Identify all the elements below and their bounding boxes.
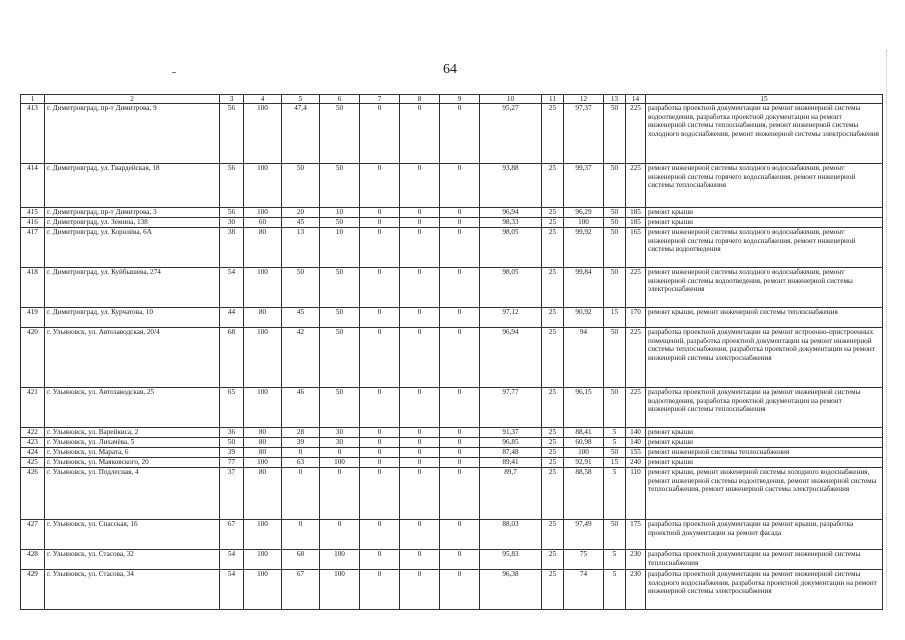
value-cell-col-9: 0 — [440, 218, 480, 228]
value-cell-col-6: 50 — [320, 388, 360, 428]
value-cell-col-11: 25 — [542, 268, 564, 308]
table-row — [21, 550, 883, 570]
row-number-cell: 420 — [21, 328, 45, 388]
value-cell-col-11: 25 — [542, 328, 564, 388]
value-cell-col-10: 89,7 — [480, 468, 542, 520]
value-cell-col-4: 100 — [244, 104, 282, 164]
value-cell-col-4: 100 — [244, 208, 282, 218]
value-cell-col-13: 5 — [604, 570, 626, 610]
address-cell: г. Ульяновск, ул. Маяковского, 20 — [45, 458, 220, 468]
value-cell-col-5: 20 — [282, 208, 320, 218]
col-header-7: 7 — [360, 95, 400, 104]
value-cell-col-4: 80 — [244, 228, 282, 268]
value-cell-col-3: 44 — [220, 308, 244, 328]
value-cell-col-9: 0 — [440, 448, 480, 458]
value-cell-col-6: 50 — [320, 308, 360, 328]
col-header-2: 2 — [45, 95, 220, 104]
value-cell-col-11: 25 — [542, 164, 564, 208]
value-cell-col-13: 15 — [604, 458, 626, 468]
value-cell-col-3: 68 — [220, 328, 244, 388]
header-row — [21, 95, 883, 104]
value-cell-col-3: 30 — [220, 218, 244, 228]
value-cell-col-10: 95,83 — [480, 550, 542, 570]
value-cell-col-9: 0 — [440, 388, 480, 428]
value-cell-col-10: 98,05 — [480, 228, 542, 268]
row-number-cell: 418 — [21, 268, 45, 308]
address-cell: г. Димитровград, ул. Гвардейская, 18 — [45, 164, 220, 208]
value-cell-col-14: 230 — [626, 570, 646, 610]
value-cell-col-7: 0 — [360, 570, 400, 610]
table-body — [21, 104, 883, 610]
works-description-cell: ремонт крыши, ремонт инженерной системы холодного водоснабжения, ремонт инженерной системы водоотведения, ремонт инженерной системы теплоснабжения, ремонт инженерной системы электроснабжения — [646, 468, 883, 520]
value-cell-col-14: 225 — [626, 388, 646, 428]
address-cell: г. Димитровград, ул. Куйбышева, 274 — [45, 268, 220, 308]
value-cell-col-7: 0 — [360, 468, 400, 520]
value-cell-col-14: 165 — [626, 228, 646, 268]
value-cell-col-11: 25 — [542, 308, 564, 328]
value-cell-col-5: 28 — [282, 428, 320, 438]
value-cell-col-14: 155 — [626, 448, 646, 458]
col-header-1: 1 — [21, 95, 45, 104]
value-cell-col-4: 80 — [244, 448, 282, 458]
value-cell-col-12: 99,84 — [564, 268, 604, 308]
value-cell-col-12: 88,58 — [564, 468, 604, 520]
row-number-cell: 417 — [21, 228, 45, 268]
table-row — [21, 218, 883, 228]
value-cell-col-5: 46 — [282, 388, 320, 428]
row-number-cell: 414 — [21, 164, 45, 208]
row-number-cell: 415 — [21, 208, 45, 218]
value-cell-col-13: 50 — [604, 104, 626, 164]
value-cell-col-4: 100 — [244, 164, 282, 208]
address-cell: г. Ульяновск, ул. Марата, 6 — [45, 448, 220, 458]
table-row — [21, 428, 883, 438]
value-cell-col-6: 100 — [320, 570, 360, 610]
row-number-cell: 429 — [21, 570, 45, 610]
value-cell-col-10: 96,94 — [480, 208, 542, 218]
value-cell-col-5: 42 — [282, 328, 320, 388]
value-cell-col-4: 80 — [244, 438, 282, 448]
value-cell-col-9: 0 — [440, 570, 480, 610]
address-cell: г. Ульяновск, ул. Варейкиса, 2 — [45, 428, 220, 438]
row-number-cell: 427 — [21, 520, 45, 550]
value-cell-col-10: 89,41 — [480, 458, 542, 468]
value-cell-col-14: 225 — [626, 164, 646, 208]
value-cell-col-7: 0 — [360, 458, 400, 468]
value-cell-col-7: 0 — [360, 268, 400, 308]
value-cell-col-6: 50 — [320, 328, 360, 388]
col-header-9: 9 — [440, 95, 480, 104]
value-cell-col-14: 225 — [626, 328, 646, 388]
works-description-cell: ремонт инженерной системы холодного водоснабжения, ремонт инженерной системы водоотведения, ремонт инженерной системы электроснабжения — [646, 268, 883, 308]
value-cell-col-14: 175 — [626, 520, 646, 550]
value-cell-col-7: 0 — [360, 104, 400, 164]
value-cell-col-4: 100 — [244, 550, 282, 570]
value-cell-col-6: 10 — [320, 208, 360, 218]
value-cell-col-11: 25 — [542, 388, 564, 428]
value-cell-col-9: 0 — [440, 550, 480, 570]
value-cell-col-7: 0 — [360, 448, 400, 458]
value-cell-col-13: 5 — [604, 428, 626, 438]
value-cell-col-8: 0 — [400, 104, 440, 164]
value-cell-col-11: 25 — [542, 468, 564, 520]
col-header-5: 5 — [282, 95, 320, 104]
value-cell-col-9: 0 — [440, 428, 480, 438]
address-cell: г. Димитровград, ул. Королёва, 6А — [45, 228, 220, 268]
value-cell-col-3: 39 — [220, 448, 244, 458]
value-cell-col-10: 96,94 — [480, 328, 542, 388]
value-cell-col-10: 97,77 — [480, 388, 542, 428]
value-cell-col-12: 94 — [564, 328, 604, 388]
value-cell-col-8: 0 — [400, 458, 440, 468]
value-cell-col-4: 100 — [244, 458, 282, 468]
value-cell-col-5: 47,4 — [282, 104, 320, 164]
value-cell-col-8: 0 — [400, 218, 440, 228]
value-cell-col-6: 50 — [320, 268, 360, 308]
value-cell-col-11: 25 — [542, 520, 564, 550]
value-cell-col-6: 100 — [320, 550, 360, 570]
value-cell-col-12: 97,37 — [564, 104, 604, 164]
value-cell-col-6: 50 — [320, 164, 360, 208]
value-cell-col-13: 50 — [604, 448, 626, 458]
row-number-cell: 419 — [21, 308, 45, 328]
value-cell-col-6: 10 — [320, 228, 360, 268]
value-cell-col-13: 5 — [604, 438, 626, 448]
value-cell-col-6: 30 — [320, 438, 360, 448]
value-cell-col-13: 50 — [604, 208, 626, 218]
value-cell-col-14: 185 — [626, 208, 646, 218]
value-cell-col-4: 80 — [244, 308, 282, 328]
works-description-cell: ремонт крыши — [646, 438, 883, 448]
works-description-cell: ремонт крыши — [646, 428, 883, 438]
value-cell-col-7: 0 — [360, 164, 400, 208]
works-description-cell: ремонт крыши, ремонт инженерной системы теплоснабжения — [646, 308, 883, 328]
value-cell-col-13: 50 — [604, 164, 626, 208]
works-description-cell: разработка проектной документации на ремонт инженерной системы теплоснабжения — [646, 550, 883, 570]
value-cell-col-11: 25 — [542, 104, 564, 164]
value-cell-col-8: 0 — [400, 550, 440, 570]
value-cell-col-6: 100 — [320, 458, 360, 468]
value-cell-col-8: 0 — [400, 520, 440, 550]
value-cell-col-3: 54 — [220, 570, 244, 610]
value-cell-col-4: 60 — [244, 218, 282, 228]
value-cell-col-3: 36 — [220, 428, 244, 438]
table-row — [21, 268, 883, 308]
value-cell-col-8: 0 — [400, 448, 440, 458]
table-row — [21, 208, 883, 218]
value-cell-col-6: 0 — [320, 448, 360, 458]
value-cell-col-3: 56 — [220, 164, 244, 208]
table-row — [21, 520, 883, 550]
value-cell-col-14: 170 — [626, 308, 646, 328]
address-cell: г. Ульяновск, ул. Стасова, 34 — [45, 570, 220, 610]
value-cell-col-4: 80 — [244, 468, 282, 520]
value-cell-col-11: 25 — [542, 458, 564, 468]
works-description-cell: ремонт инженерной системы теплоснабжения — [646, 448, 883, 458]
value-cell-col-12: 75 — [564, 550, 604, 570]
value-cell-col-14: 110 — [626, 468, 646, 520]
page-number: 64 — [443, 62, 457, 77]
value-cell-col-7: 0 — [360, 228, 400, 268]
address-cell: г. Димитровград, пр-т Димитрова, 3 — [45, 208, 220, 218]
value-cell-col-14: 240 — [626, 458, 646, 468]
value-cell-col-9: 0 — [440, 268, 480, 308]
col-header-11: 11 — [542, 95, 564, 104]
value-cell-col-5: 0 — [282, 468, 320, 520]
value-cell-col-9: 0 — [440, 328, 480, 388]
table-row — [21, 308, 883, 328]
value-cell-col-10: 96,85 — [480, 438, 542, 448]
row-number-cell: 425 — [21, 458, 45, 468]
address-cell: г. Ульяновск, ул. Лихачёва, 5 — [45, 438, 220, 448]
table-row — [21, 468, 883, 520]
works-description-cell: ремонт инженерной системы холодного водоснабжения, ремонт инженерной системы горячего водоснабжения, ремонт инженерной системы водоотведения — [646, 228, 883, 268]
works-description-cell: разработка проектной документации на ремонт встроенно-пристроенных помещений, разработка проектной документации на ремонт инженерной системы теплоснабжения, разработка проектной документации на ремонт инженерной системы электроснабжения — [646, 328, 883, 388]
value-cell-col-5: 50 — [282, 164, 320, 208]
value-cell-col-13: 50 — [604, 228, 626, 268]
address-cell: г. Димитровград, пр-т Димитрова, 9 — [45, 104, 220, 164]
value-cell-col-13: 50 — [604, 268, 626, 308]
value-cell-col-10: 95,27 — [480, 104, 542, 164]
value-cell-col-8: 0 — [400, 570, 440, 610]
value-cell-col-10: 87,48 — [480, 448, 542, 458]
value-cell-col-14: 185 — [626, 218, 646, 228]
works-description-cell: разработка проектной документации на ремонт инженерной системы водоотведения, разработка проектной документации на ремонт инженерной системы теплоснабжения, ремонт инженерной системы холодного водоснабжения, ремонт инженерной системы электроснабжения — [646, 104, 883, 164]
row-number-cell: 413 — [21, 104, 45, 164]
value-cell-col-5: 63 — [282, 458, 320, 468]
value-cell-col-8: 0 — [400, 268, 440, 308]
table-row — [21, 228, 883, 268]
value-cell-col-7: 0 — [360, 208, 400, 218]
value-cell-col-12: 88,41 — [564, 428, 604, 438]
address-cell: г. Ульяновск, ул. Автозаводская, 20/4 — [45, 328, 220, 388]
table-row — [21, 570, 883, 610]
value-cell-col-8: 0 — [400, 308, 440, 328]
value-cell-col-13: 5 — [604, 550, 626, 570]
value-cell-col-13: 15 — [604, 308, 626, 328]
address-cell: г. Ульяновск, ул. Стасова, 32 — [45, 550, 220, 570]
value-cell-col-14: 225 — [626, 268, 646, 308]
value-cell-col-9: 0 — [440, 308, 480, 328]
value-cell-col-13: 50 — [604, 218, 626, 228]
value-cell-col-5: 50 — [282, 268, 320, 308]
col-header-14: 14 — [626, 95, 646, 104]
value-cell-col-3: 56 — [220, 104, 244, 164]
value-cell-col-10: 88,03 — [480, 520, 542, 550]
value-cell-col-8: 0 — [400, 438, 440, 448]
value-cell-col-14: 140 — [626, 438, 646, 448]
col-header-4: 4 — [244, 95, 282, 104]
row-number-cell: 421 — [21, 388, 45, 428]
value-cell-col-3: 50 — [220, 438, 244, 448]
value-cell-col-5: 45 — [282, 218, 320, 228]
value-cell-col-3: 77 — [220, 458, 244, 468]
value-cell-col-3: 54 — [220, 268, 244, 308]
table-row — [21, 448, 883, 458]
value-cell-col-6: 30 — [320, 428, 360, 438]
value-cell-col-11: 25 — [542, 570, 564, 610]
works-description-cell: разработка проектной документации на ремонт крыши, разработка проектной документации на ремонт фасада — [646, 520, 883, 550]
value-cell-col-6: 0 — [320, 468, 360, 520]
row-number-cell: 426 — [21, 468, 45, 520]
value-cell-col-10: 96,38 — [480, 570, 542, 610]
value-cell-col-9: 0 — [440, 228, 480, 268]
table-row — [21, 458, 883, 468]
value-cell-col-12: 92,91 — [564, 458, 604, 468]
value-cell-col-13: 50 — [604, 520, 626, 550]
value-cell-col-7: 0 — [360, 428, 400, 438]
address-cell: г. Димитровград, ул. Земина, 138 — [45, 218, 220, 228]
col-header-13: 13 — [604, 95, 626, 104]
value-cell-col-4: 100 — [244, 570, 282, 610]
works-description-cell: разработка проектной документации на ремонт инженерной системы холодного водоснабжения, разработка проектной документации на ремонт инженерной системы электроснабжения — [646, 570, 883, 610]
value-cell-col-9: 0 — [440, 520, 480, 550]
value-cell-col-9: 0 — [440, 458, 480, 468]
works-description-cell: ремонт крыши — [646, 218, 883, 228]
scan-edge-line — [886, 50, 888, 610]
value-cell-col-7: 0 — [360, 388, 400, 428]
table-row — [21, 438, 883, 448]
value-cell-col-4: 100 — [244, 388, 282, 428]
row-number-cell: 422 — [21, 428, 45, 438]
value-cell-col-12: 97,49 — [564, 520, 604, 550]
col-header-8: 8 — [400, 95, 440, 104]
value-cell-col-14: 225 — [626, 104, 646, 164]
value-cell-col-3: 38 — [220, 228, 244, 268]
value-cell-col-8: 0 — [400, 208, 440, 218]
value-cell-col-5: 13 — [282, 228, 320, 268]
table-row — [21, 104, 883, 164]
col-header-6: 6 — [320, 95, 360, 104]
value-cell-col-5: 67 — [282, 570, 320, 610]
value-cell-col-11: 25 — [542, 208, 564, 218]
value-cell-col-13: 5 — [604, 468, 626, 520]
works-description-cell: ремонт крыши — [646, 458, 883, 468]
value-cell-col-10: 91,37 — [480, 428, 542, 438]
value-cell-col-14: 230 — [626, 550, 646, 570]
value-cell-col-7: 0 — [360, 328, 400, 388]
value-cell-col-9: 0 — [440, 468, 480, 520]
value-cell-col-6: 0 — [320, 520, 360, 550]
value-cell-col-4: 80 — [244, 428, 282, 438]
address-cell: г. Ульяновск, ул. Спасская, 16 — [45, 520, 220, 550]
value-cell-col-12: 60,98 — [564, 438, 604, 448]
value-cell-col-10: 98,05 — [480, 268, 542, 308]
address-cell: г. Ульяновск, ул. Автозаводская, 25 — [45, 388, 220, 428]
value-cell-col-9: 0 — [440, 104, 480, 164]
value-cell-col-12: 96,29 — [564, 208, 604, 218]
value-cell-col-12: 96,15 — [564, 388, 604, 428]
value-cell-col-3: 54 — [220, 550, 244, 570]
col-header-12: 12 — [564, 95, 604, 104]
value-cell-col-11: 25 — [542, 448, 564, 458]
address-cell: г. Ульяновск, ул. Подлесная, 4 — [45, 468, 220, 520]
value-cell-col-3: 65 — [220, 388, 244, 428]
value-cell-col-5: 68 — [282, 550, 320, 570]
value-cell-col-7: 0 — [360, 438, 400, 448]
value-cell-col-11: 25 — [542, 550, 564, 570]
works-description-cell: ремонт крыши — [646, 208, 883, 218]
value-cell-col-11: 25 — [542, 218, 564, 228]
address-cell: г. Димитровград, ул. Курчатова, 10 — [45, 308, 220, 328]
value-cell-col-11: 25 — [542, 428, 564, 438]
value-cell-col-9: 0 — [440, 438, 480, 448]
value-cell-col-13: 50 — [604, 328, 626, 388]
col-header-10: 10 — [480, 95, 542, 104]
table-row — [21, 328, 883, 388]
value-cell-col-8: 0 — [400, 428, 440, 438]
value-cell-col-9: 0 — [440, 208, 480, 218]
table-row — [21, 164, 883, 208]
value-cell-col-12: 90,92 — [564, 308, 604, 328]
value-cell-col-8: 0 — [400, 164, 440, 208]
col-header-15: 15 — [646, 95, 883, 104]
value-cell-col-8: 0 — [400, 468, 440, 520]
value-cell-col-13: 50 — [604, 388, 626, 428]
row-number-cell: 416 — [21, 218, 45, 228]
value-cell-col-6: 50 — [320, 104, 360, 164]
value-cell-col-11: 25 — [542, 228, 564, 268]
value-cell-col-9: 0 — [440, 164, 480, 208]
value-cell-col-5: 39 — [282, 438, 320, 448]
works-description-cell: ремонт инженерной системы холодного водоснабжения, ремонт инженерной системы горячего водоснабжения, ремонт инженерной системы теплоснабжения — [646, 164, 883, 208]
col-header-3: 3 — [220, 95, 244, 104]
value-cell-col-8: 0 — [400, 388, 440, 428]
value-cell-col-7: 0 — [360, 308, 400, 328]
value-cell-col-7: 0 — [360, 218, 400, 228]
value-cell-col-6: 50 — [320, 218, 360, 228]
value-cell-col-5: 0 — [282, 448, 320, 458]
value-cell-col-5: 45 — [282, 308, 320, 328]
value-cell-col-14: 140 — [626, 428, 646, 438]
value-cell-col-7: 0 — [360, 520, 400, 550]
value-cell-col-7: 0 — [360, 550, 400, 570]
work-list-table — [20, 94, 883, 610]
table-row — [21, 388, 883, 428]
value-cell-col-12: 99,37 — [564, 164, 604, 208]
value-cell-col-8: 0 — [400, 228, 440, 268]
value-cell-col-3: 67 — [220, 520, 244, 550]
scan-mark — [172, 72, 176, 73]
value-cell-col-10: 98,33 — [480, 218, 542, 228]
value-cell-col-10: 93,88 — [480, 164, 542, 208]
value-cell-col-3: 37 — [220, 468, 244, 520]
value-cell-col-4: 100 — [244, 520, 282, 550]
row-number-cell: 424 — [21, 448, 45, 458]
value-cell-col-5: 0 — [282, 520, 320, 550]
value-cell-col-12: 100 — [564, 448, 604, 458]
value-cell-col-11: 25 — [542, 438, 564, 448]
works-description-cell: разработка проектной документации на ремонт инженерной системы водоотведения, разработка проектной документации на ремонт инженерной системы теплоснабжения — [646, 388, 883, 428]
value-cell-col-10: 97,12 — [480, 308, 542, 328]
value-cell-col-3: 56 — [220, 208, 244, 218]
value-cell-col-12: 99,92 — [564, 228, 604, 268]
value-cell-col-4: 100 — [244, 268, 282, 308]
value-cell-col-12: 100 — [564, 218, 604, 228]
value-cell-col-8: 0 — [400, 328, 440, 388]
value-cell-col-12: 74 — [564, 570, 604, 610]
row-number-cell: 423 — [21, 438, 45, 448]
value-cell-col-4: 100 — [244, 328, 282, 388]
row-number-cell: 428 — [21, 550, 45, 570]
